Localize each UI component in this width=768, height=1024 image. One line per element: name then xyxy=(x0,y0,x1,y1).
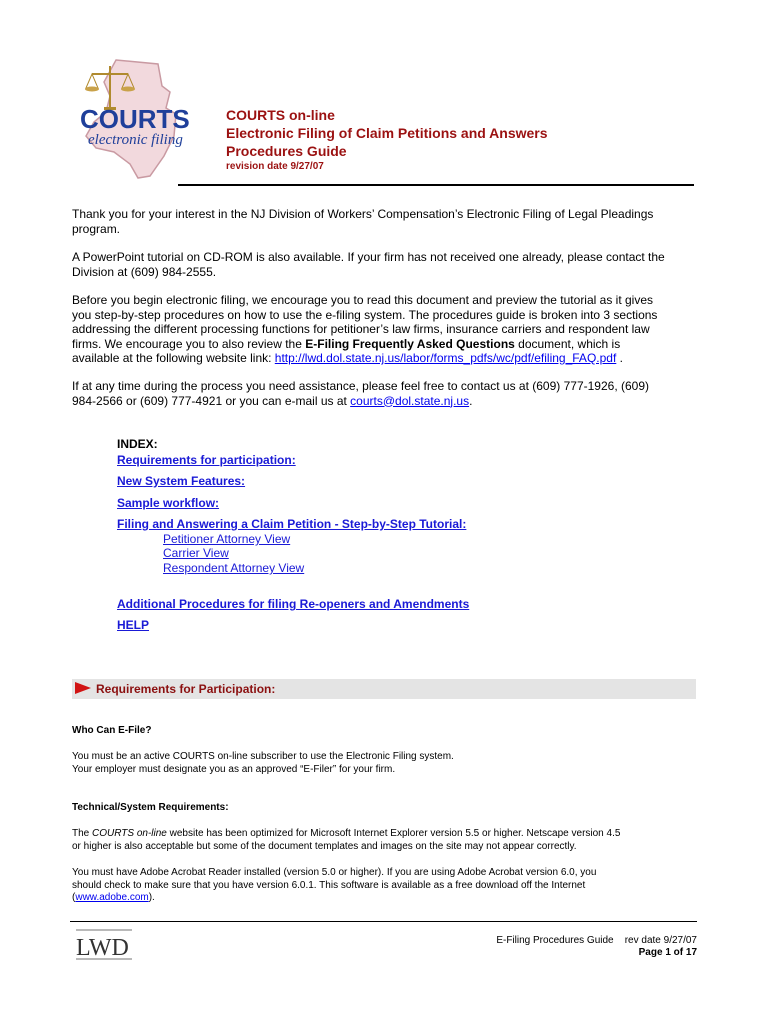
index-link-filing-tutorial[interactable]: Filing and Answering a Claim Petition - Step-by-Step Tutorial: xyxy=(117,517,467,531)
faq-post-text: document, which is xyxy=(514,336,621,351)
intro-p1-line: Thank you for your interest in the NJ Division of Workers’ Compensation’s Electronic Filing of Legal Pleadings xyxy=(72,207,654,221)
acrobat-line xyxy=(72,892,702,905)
intro-p3-line: you step-by-step procedures on how to use the e-filing system. The procedures guide is broken into 3 sections xyxy=(72,307,658,322)
intro-p4-line: If at any time during the process you need assistance, please feel free to contact us at (609) 777-1926, (609) xyxy=(72,379,650,393)
intro-p3-line xyxy=(72,351,698,366)
intro-paragraph-3 xyxy=(72,293,698,366)
requirements-section-bar xyxy=(72,679,696,699)
footer-guide-title: E-Filing Procedures Guide rev date 9/27/07 xyxy=(496,935,697,946)
index-link-carrier-view[interactable]: Carrier View xyxy=(163,546,229,560)
who-can-efile-heading: Who Can E-File? xyxy=(72,725,152,736)
adobe-link[interactable]: www.adobe.com xyxy=(75,892,149,903)
header-title-guide: Procedures Guide xyxy=(226,143,347,159)
faq-link-pre-text: available at the following website link: xyxy=(72,351,275,365)
technical-requirements-text-1 xyxy=(72,828,702,853)
footer-page-number: Page 1 of 17 xyxy=(638,947,697,958)
intro-paragraph-2 xyxy=(72,250,698,279)
svg-text:electronic filing: electronic filing xyxy=(88,132,183,148)
courts-logo xyxy=(66,52,216,182)
faq-link-post-text: . xyxy=(616,351,623,365)
email-link[interactable]: courts@dol.state.nj.us xyxy=(350,393,470,408)
tech-pre-text: The xyxy=(72,828,93,839)
svg-text:COURTS: COURTS xyxy=(80,104,190,134)
courts-online-emphasis: COURTS on-line xyxy=(92,828,167,839)
who-can-efile-text xyxy=(72,751,702,776)
who-line: You must be an active COURTS on-line subscriber to use the Electronic Filing system. xyxy=(72,751,454,762)
intro-p3-line: Before you begin electronic filing, we encourage you to read this document and preview the tutorial as it gives xyxy=(72,293,654,307)
intro-paragraph-1 xyxy=(72,207,698,236)
header-divider xyxy=(178,184,694,186)
intro-p1-line: program. xyxy=(72,221,121,236)
nj-state-scales-icon xyxy=(66,52,216,182)
adobe-link-pre: ( xyxy=(72,892,76,903)
index-link-help[interactable]: HELP xyxy=(117,618,150,632)
intro-p2-line: Division at (609) 984-2555. xyxy=(72,264,217,279)
index-link-petitioner-view[interactable]: Petitioner Attorney View xyxy=(163,532,291,546)
intro-paragraph-4 xyxy=(72,379,698,408)
faq-document-title: E-Filing Frequently Asked Questions xyxy=(305,336,515,351)
email-pre-text: 984-2566 or (609) 777-4921 or you can e-mail us at xyxy=(72,393,351,408)
acrobat-line: should check to make sure that you have version 6.0.1. This software is available as a free download off the Internet xyxy=(72,879,586,891)
index-link-additional-procedures[interactable]: Additional Procedures for filing Re-openers and Amendments xyxy=(117,597,470,611)
technical-requirements-heading: Technical/System Requirements: xyxy=(72,802,229,813)
adobe-link-post: ). xyxy=(148,892,155,903)
intro-p3-line: addressing the different processing functions for petitioner’s law firms, insurance carriers and respondent law xyxy=(72,322,650,336)
header-revision-date: revision date 9/27/07 xyxy=(226,161,324,172)
intro-p4-line xyxy=(72,394,698,409)
email-post-text: . xyxy=(469,393,473,408)
intro-p2-line: A PowerPoint tutorial on CD-ROM is also available. If your firm has not received one already, please contact the xyxy=(72,250,665,264)
technical-requirements-text-2 xyxy=(72,867,702,905)
index-link-features[interactable]: New System Features: xyxy=(117,474,246,488)
svg-text:LWD: LWD xyxy=(76,935,129,961)
index-link-workflow[interactable]: Sample workflow: xyxy=(117,496,220,510)
tech-post-text: website has been optimized for Microsoft Internet Explorer version 5.5 or higher. Netscape version 4.5 xyxy=(166,828,621,839)
acrobat-line: You must have Adobe Acrobat Reader installed (version 5.0 or higher). If you are using Adobe Acrobat version 6.0, you xyxy=(72,867,597,878)
red-arrow-icon xyxy=(74,682,92,694)
tech-line xyxy=(72,828,702,841)
faq-link[interactable]: http://lwd.dol.state.nj.us/labor/forms_pdfs/wc/pdf/efiling_FAQ.pdf xyxy=(274,351,617,365)
index-link-respondent-view[interactable]: Respondent Attorney View xyxy=(163,561,305,575)
tech-line: or higher is also acceptable but some of the document templates and images on the site may not appear correctly. xyxy=(72,840,577,852)
index-title: INDEX: xyxy=(117,437,158,451)
index-link-requirements[interactable]: Requirements for participation: xyxy=(117,453,296,467)
header-title-courts: COURTS on-line xyxy=(226,107,335,123)
lwd-logo xyxy=(72,925,136,965)
header-title-efiling: Electronic Filing of Claim Petitions and Answers xyxy=(226,125,548,141)
footer-divider xyxy=(70,921,697,922)
intro-p3-line xyxy=(72,337,698,352)
faq-pre-text: firms. We encourage you to also review the xyxy=(72,336,306,351)
requirements-section-title: Requirements for Participation: xyxy=(96,682,276,696)
lwd-logo-icon xyxy=(72,925,136,965)
who-line: Your employer must designate you as an approved “E-Filer” for your firm. xyxy=(72,763,396,775)
